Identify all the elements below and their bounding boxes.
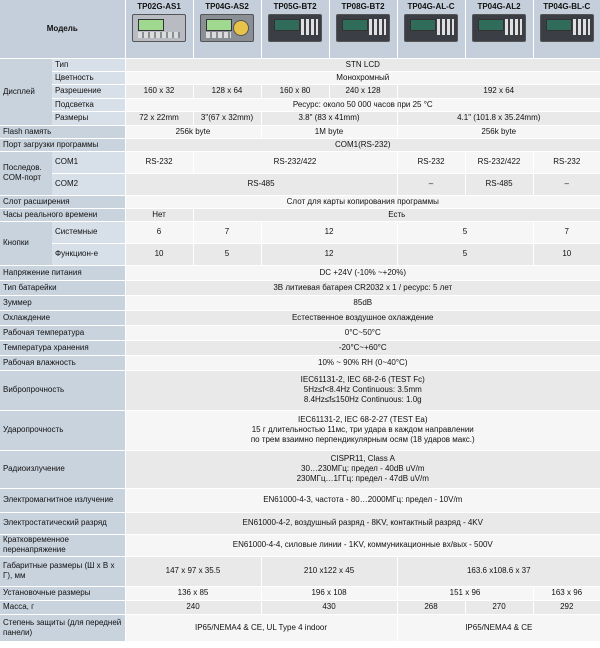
row-mass: Масса, г 240 430 268 270 292: [0, 600, 600, 614]
model-tp04g-as2: TP04G-AS2: [193, 0, 261, 58]
row-flash: Flash память 256k byte 1M byte 256k byte: [0, 125, 600, 138]
row-battery: Тип батарейки 3В литиевая батарея CR2032 x 1 / ресурс: 5 лет: [0, 280, 600, 295]
device-image: [200, 14, 254, 42]
row-resolution: Разрешение 160 x 32 128 x 64 160 x 80 240 x 128 192 x 64: [0, 84, 600, 98]
row-func-keys: Функцион-е 10 5 12 5 10: [0, 243, 600, 265]
row-vibration: Вибропрочность IEC61131-2, IEC 68-2-6 (TEST Fc) 5Hz≤f<8.4Hz Continuous: 3.5mm 8.4Hz≤f≤150Hz Continuous: 1.0g: [0, 370, 600, 410]
row-type: Дисплей Тип STN LCD: [0, 58, 600, 71]
display-group: Дисплей: [0, 58, 52, 125]
model-tp05g-bt2: TP05G-BT2: [261, 0, 329, 58]
row-size: Размеры 72 x 22mm 3"(67 x 32mm) 3.8" (83 x 41mm) 4.1" (101.8 x 35.24mm): [0, 111, 600, 125]
row-backlight: Подсветка Ресурс: около 50 000 часов при 25 °C: [0, 98, 600, 111]
row-surge: Кратковременное перенапряжение EN61000-4-4, силовые линии - 1KV, коммуникационные вх/вых - 500V: [0, 534, 600, 556]
com-port-group: Последов. COM-порт: [0, 151, 52, 195]
keys-group: Кнопки: [0, 221, 52, 265]
models-header-row: [0, 0, 600, 58]
device-image: [404, 14, 458, 42]
row-shock: Ударопрочность IEC61131-2, IEC 68-2-27 (TEST Ea) 15 г длительностью 11мс, три удара в каждом направлении по трем взаимно перпендикулярным осям (18 ударов макс.): [0, 410, 600, 450]
row-humidity: Рабочая влажность 10% ~ 90% RH (0~40°C): [0, 355, 600, 370]
row-protection: Степень защиты (для передней панели) IP65/NEMA4 & CE, UL Type 4 indoor IP65/NEMA4 & CE: [0, 614, 600, 641]
device-image: [472, 14, 526, 42]
model-header: Модель: [0, 0, 125, 58]
row-emc: Электромагнитное излучение EN61000-4-3, частота - 80…2000МГц: предел - 10V/m: [0, 488, 600, 512]
device-image: [132, 14, 186, 42]
row-prog-port: Порт загрузки программы COM1(RS-232): [0, 138, 600, 151]
row-buzzer: Зуммер 85dB: [0, 295, 600, 310]
row-com1: Последов. COM-порт COM1 RS-232 RS-232/422 RS-232 RS-232/422 RS-232: [0, 151, 600, 173]
label-type: Тип: [52, 58, 125, 71]
row-esd: Электростатический разряд EN61000-4-2, воздушный разряд - 8KV, контактный разряд - 4KV: [0, 512, 600, 534]
row-voltage: Напряжение питания DC +24V (-10% ~+20%): [0, 265, 600, 280]
row-cooling: Охлаждение Естественное воздушное охлаждение: [0, 310, 600, 325]
row-op-temp: Рабочая температура 0°C~50°C: [0, 325, 600, 340]
model-tp02g-as1: TP02G-AS1: [125, 0, 193, 58]
model-tp04g-al-c: TP04G-AL-C: [397, 0, 465, 58]
row-slot: Слот расширения Слот для карты копирования программы: [0, 195, 600, 208]
device-image: [540, 14, 594, 42]
row-dimensions: Габаритные размеры (Ш x В x Г), мм 147 x 97 x 35.5 210 x122 x 45 163.6 x108.6 x 37: [0, 556, 600, 586]
row-color: Цветность Монохромный: [0, 71, 600, 84]
row-com2: COM2 RS-485 – RS-485 –: [0, 173, 600, 195]
device-image: [336, 14, 390, 42]
row-sys-keys: Кнопки Системные 6 7 12 5 7: [0, 221, 600, 243]
row-radiation: Радиоизлучение CISPR11, Class A 30…230МГц: предел - 40dB uV/m 230МГц…1ГГц: предел - 47dB uV/m: [0, 450, 600, 488]
model-tp08g-bt2: TP08G-BT2: [329, 0, 397, 58]
device-image: [268, 14, 322, 42]
row-mounting: Установочные размеры 136 x 85 196 x 108 151 x 96 163 x 96: [0, 586, 600, 600]
model-tp04g-bl-c: TP04G-BL-C: [533, 0, 600, 58]
row-rtc: Часы реального времени Нет Есть: [0, 208, 600, 221]
model-tp04g-al2: TP04G-AL2: [465, 0, 533, 58]
row-st-temp: Температура хранения -20°C~+60°C: [0, 340, 600, 355]
